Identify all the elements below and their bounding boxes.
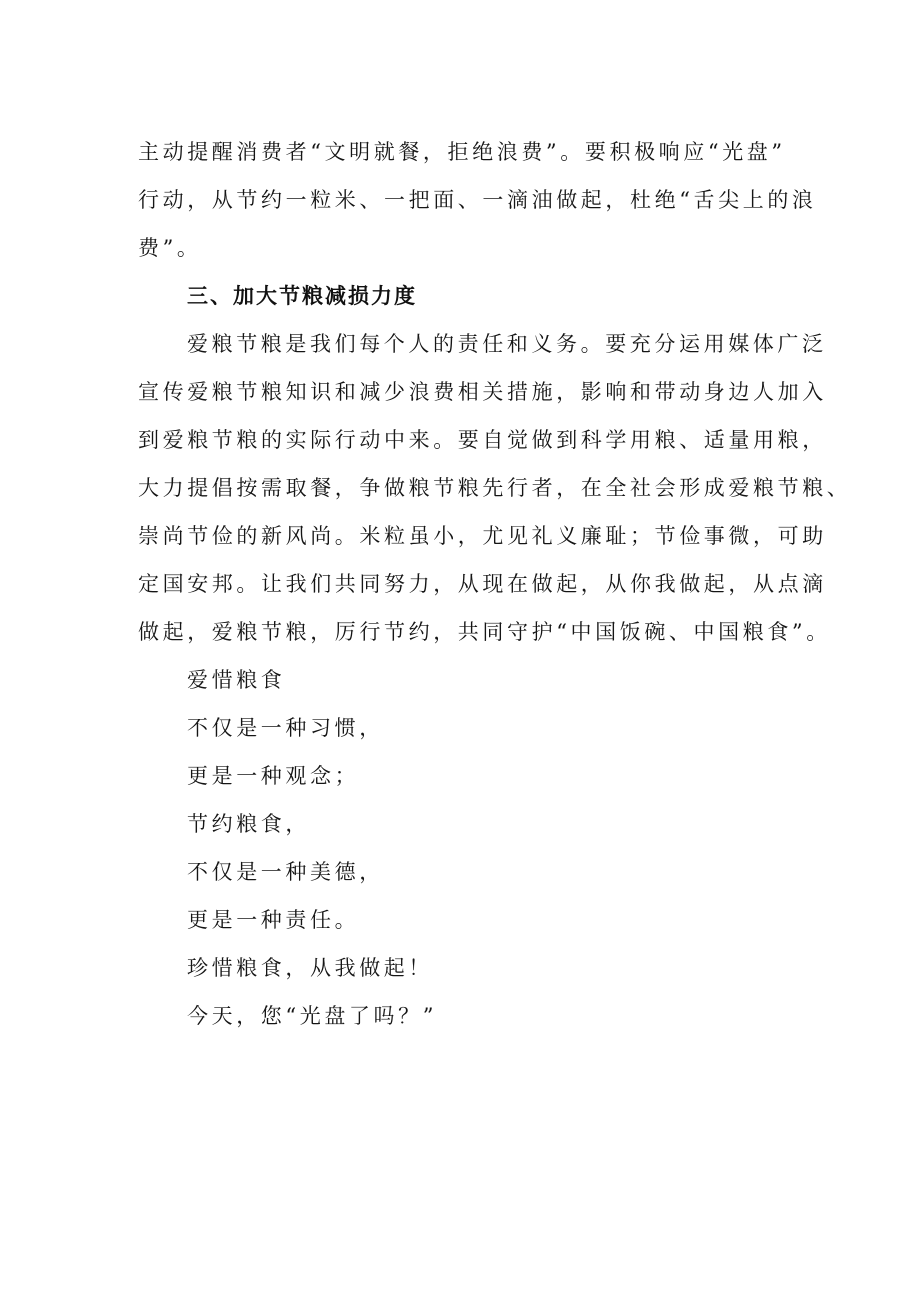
paragraph-line: 崇尚节俭的新风尚。米粒虽小，尤见礼义廉耻；节俭事微，可助 bbox=[138, 524, 827, 548]
poem-line: 不仅是一种习惯， bbox=[187, 716, 384, 740]
poem-line: 爱惜粮食 bbox=[187, 668, 286, 692]
poem-line: 不仅是一种美德， bbox=[187, 860, 384, 884]
section-heading: 三、加大节粮减损力度 bbox=[187, 284, 417, 308]
poem-line: 今天，您“光盘了吗？” bbox=[187, 1004, 438, 1028]
paragraph-line: 到爱粮节粮的实际行动中来。要自觉做到科学用粮、适量用粮， bbox=[138, 428, 827, 452]
poem bbox=[138, 656, 788, 1040]
poem-line: 更是一种观念； bbox=[187, 764, 360, 788]
paragraph-line: 宣传爱粮节粮知识和减少浪费相关措施，影响和带动身边人加入 bbox=[138, 380, 827, 404]
main-paragraph bbox=[138, 320, 852, 656]
paragraph-line: 爱粮节粮是我们每个人的责任和义务。要充分运用媒体广泛 bbox=[187, 332, 827, 356]
poem-line: 节约粮食， bbox=[187, 812, 310, 836]
paragraph-line: 行动，从节约一粒米、一把面、一滴油做起，杜绝“舌尖上的浪 bbox=[138, 188, 817, 212]
paragraph-line: 费”。 bbox=[138, 236, 202, 260]
continuation-paragraph bbox=[138, 128, 817, 272]
paragraph-line: 做起，爱粮节粮，厉行节约，共同守护“中国饭碗、中国粮食”。 bbox=[138, 620, 831, 644]
paragraph-line: 定国安邦。让我们共同努力，从现在做起，从你我做起，从点滴 bbox=[138, 572, 827, 596]
paragraph-line: 主动提醒消费者“文明就餐，拒绝浪费”。要积极响应“光盘” bbox=[138, 140, 786, 164]
poem-line: 更是一种责任。 bbox=[187, 908, 360, 932]
paragraph-line: 大力提倡按需取餐，争做粮节粮先行者，在全社会形成爱粮节粮、 bbox=[138, 476, 852, 500]
poem-line: 珍惜粮食，从我做起！ bbox=[187, 956, 433, 980]
